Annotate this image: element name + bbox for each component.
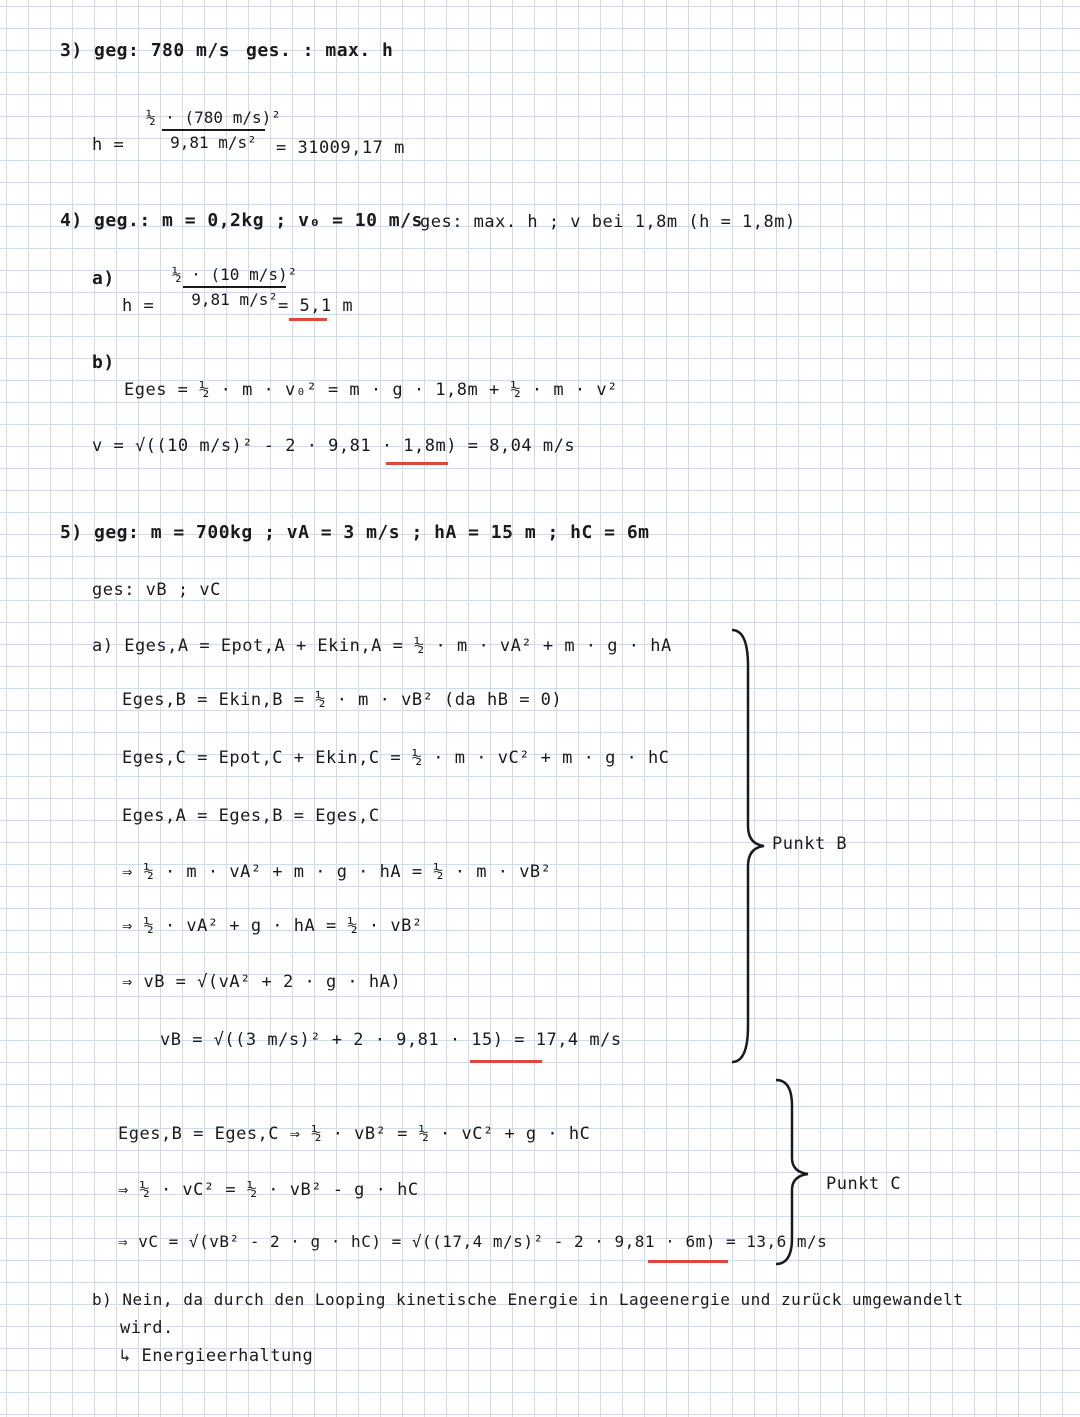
p4a-h-label: h = [122, 296, 155, 316]
brace-point-c [770, 1076, 818, 1268]
p5-line-2: Eges,C = Epot,C + Ekin,C = ½ · m · vC² + m · g · hC [122, 748, 670, 768]
p3-fraction [142, 108, 285, 152]
p5-line-9: ⇒ ½ · vC² = ½ · vB² - g · hC [118, 1180, 419, 1200]
p5-line-4: ⇒ ½ · m · vA² + m · g · hA = ½ · m · vB² [122, 862, 552, 882]
p4a-denominator: 9,81 m/s² [183, 286, 286, 309]
p4a-numerator: ½ · (10 m/s)² [172, 265, 298, 284]
p4-given: 4) geg.: m = 0,2kg ; v₀ = 10 m/s [60, 210, 423, 231]
p3-sought: ges. : max. h [246, 40, 394, 61]
p5b-answer-line-1: b) Nein, da durch den Looping kinetische Energie in Lageenergie und zurück umgewandelt [92, 1290, 964, 1309]
p4b-equation-energy: Eges = ½ · m · v₀² = m · g · 1,8m + ½ · m · v² [124, 380, 618, 400]
p4b-equation-v: v = √((10 m/s)² - 2 · 9,81 · 1,8m) = 8,04 m/s [92, 436, 576, 456]
p5-given: 5) geg: m = 700kg ; vA = 3 m/s ; hA = 15 m ; hC = 6m [60, 522, 650, 543]
p5-sought: ges: vB ; vC [92, 580, 221, 600]
p5-line-0: a) Eges,A = Epot,A + Ekin,A = ½ · m · vA² + m · g · hA [92, 636, 672, 656]
p3-denominator: 9,81 m/s² [162, 129, 265, 152]
p4a-label: a) [92, 268, 115, 289]
result-underline [648, 1260, 728, 1263]
p5-line-6: ⇒ vB = √(vA² + 2 · g · hA) [122, 972, 402, 992]
p4-sought: ges: max. h ; v bei 1,8m (h = 1,8m) [420, 212, 796, 232]
p3-h-label: h = [92, 135, 125, 155]
label-point-b: Punkt B [772, 834, 848, 854]
result-underline [386, 462, 448, 465]
p3-numerator: ½ · (780 m/s)² [146, 108, 281, 127]
p5-line-3: Eges,A = Eges,B = Eges,C [122, 806, 380, 826]
result-underline [470, 1060, 542, 1063]
p5-line-10: ⇒ vC = √(vB² - 2 · g · hC) = √((17,4 m/s)² - 2 · 9,81 · 6m) = 13,6 m/s [118, 1232, 828, 1251]
p5b-answer-line-2: wird. [120, 1318, 174, 1338]
result-underline [289, 318, 327, 321]
p5-line-5: ⇒ ½ · vA² + g · hA = ½ · vB² [122, 916, 423, 936]
p4a-result: = 5,1 m [278, 296, 354, 316]
p5-line-8: Eges,B = Eges,C ⇒ ½ · vB² = ½ · vC² + g · hC [118, 1124, 591, 1144]
p5-line-7: vB = √((3 m/s)² + 2 · 9,81 · 15) = 17,4 m/s [160, 1030, 622, 1050]
p5-line-1: Eges,B = Ekin,B = ½ · m · vB² (da hB = 0) [122, 690, 563, 710]
p3-given: 3) geg: 780 m/s [60, 40, 231, 61]
p5b-answer-line-3: ↳ Energieerhaltung [120, 1346, 314, 1366]
label-point-c: Punkt C [826, 1174, 902, 1194]
p4b-label: b) [92, 352, 115, 373]
brace-point-b [726, 626, 774, 1066]
p3-result: = 31009,17 m [276, 138, 405, 158]
